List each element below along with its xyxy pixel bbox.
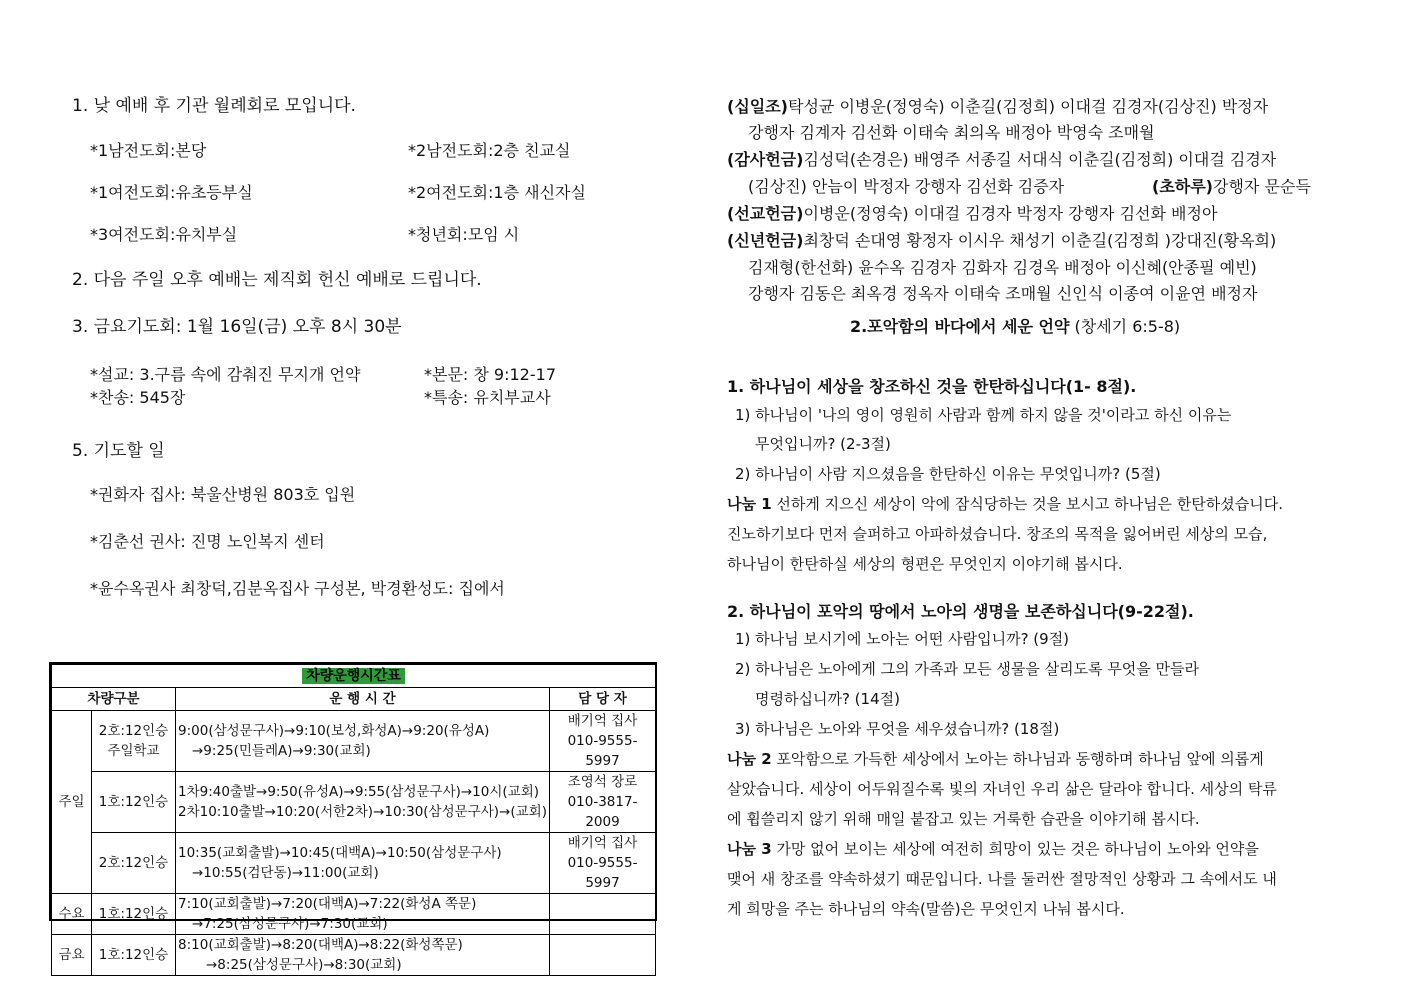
time-cell: 9:00(삼성문구사)→9:10(보성,화성A)→9:20(유성A) →9:25(민들레A)→9:30(교회) bbox=[176, 711, 550, 772]
vehicle-cell: 2호:12인승 주일학교 bbox=[92, 711, 176, 772]
share-3-line: 맺어 새 창조를 약속하셨기 때문입니다. 나를 둘러싼 절망적인 상황과 그 속에서도 내 bbox=[727, 870, 1277, 888]
day-friday: 금요 bbox=[52, 935, 92, 976]
table-title: 차량운행시간표 bbox=[52, 665, 656, 688]
offering-line: (김상진) 안늠이 박정자 강행자 김선화 김증자 bbox=[748, 177, 1065, 196]
day-wednesday: 수요 bbox=[52, 894, 92, 935]
question: 2) 하나님은 노아에게 그의 가족과 모든 생물을 살리도록 무엇을 만들라 bbox=[735, 660, 1200, 678]
vehicle-cell: 1호:12인승 bbox=[92, 772, 176, 833]
table-row bbox=[52, 894, 656, 935]
offering-line: (선교헌금)이병운(정영숙) 이대걸 김경자 박정자 강행자 김선화 배정아 bbox=[727, 204, 1218, 223]
manager-cell bbox=[550, 935, 656, 976]
offering-line: 강행자 김계자 김선화 이태숙 최의옥 배정아 박영숙 조매월 bbox=[748, 123, 1155, 142]
notice-item-2: 2. 다음 주일 오후 예배는 제직회 헌신 예배로 드립니다. bbox=[72, 270, 482, 290]
notice-item-1: 1. 낮 예배 후 기관 월례회로 모입니다. bbox=[72, 96, 356, 116]
prayer-item: *김춘선 권사: 진명 노인복지 센터 bbox=[90, 532, 325, 551]
notice-item-5: 5. 기도할 일 bbox=[72, 441, 165, 461]
time-cell: 8:10(교회출발)→8:20(대백A)→8:22(화성쪽문) →8:25(삼성문구사)→8:30(교회) bbox=[176, 935, 550, 976]
manager-cell: 배기억 집사 010-9555-5997 bbox=[550, 711, 656, 772]
offering-line: 김재형(한선화) 윤수옥 김경자 김화자 김경옥 배정아 이신혜(안종필 예빈) bbox=[748, 258, 1257, 277]
place-youth: *청년회:모임 시 bbox=[408, 225, 520, 244]
friday-special: *특송: 유치부교사 bbox=[424, 388, 551, 407]
table-row bbox=[52, 935, 656, 976]
question: 2) 하나님이 사람 지으셨음을 한탄하신 이유는 무엇입니까? (5절) bbox=[735, 465, 1161, 483]
manager-cell: 조영석 장로 010-3817-2009 bbox=[550, 772, 656, 833]
friday-sermon: *설교: 3.구름 속에 감춰진 무지개 언약 bbox=[90, 365, 361, 384]
question: 무엇입니까? (2-3절) bbox=[755, 435, 891, 453]
notice-item-3: 3. 금요기도회: 1월 16일(금) 오후 8시 30분 bbox=[72, 317, 402, 337]
place-2m: *2남전도회:2층 친교실 bbox=[408, 141, 571, 160]
day-sunday: 주일 bbox=[52, 711, 92, 894]
question: 명령하십니까? (14절) bbox=[755, 690, 900, 708]
manager-cell: 배기억 집사 010-9555-5997 bbox=[550, 833, 656, 894]
table-row bbox=[52, 833, 656, 894]
header-manager: 담 당 자 bbox=[550, 688, 656, 711]
section-1-heading: 1. 하나님이 세상을 창조하신 것을 한탄하십니다(1- 8절). bbox=[727, 377, 1137, 396]
time-cell: 7:10(교회출발)→7:20(대백A)→7:22(화성A 쪽문) →7:25(삼성문구사)→7:30(교회) bbox=[176, 894, 550, 935]
friday-hymn: *찬송: 545장 bbox=[90, 388, 186, 407]
offering-line: (십일조)탁성균 이병운(정영숙) 이춘길(김정희) 이대걸 김경자(김상진) 박정자 bbox=[727, 97, 1269, 116]
header-vehicle: 차량구분 bbox=[52, 688, 176, 711]
friday-text: *본문: 창 9:12-17 bbox=[424, 365, 556, 384]
prayer-item: *권화자 집사: 북울산병원 803호 입원 bbox=[90, 485, 356, 504]
table-row bbox=[52, 772, 656, 833]
share-1: 나눔 1 선하게 지으신 세상이 악에 잠식당하는 것을 보시고 하나님은 한탄하셨습니다. bbox=[727, 495, 1284, 513]
sermon-title-line: 2.포악함의 바다에서 세운 언약 (창세기 6:5-8) bbox=[850, 317, 1181, 336]
bus-schedule-table bbox=[49, 662, 657, 973]
question: 1) 하나님 보시기에 노아는 어떤 사람입니까? (9절) bbox=[735, 630, 1070, 648]
offering-line: (감사헌금)김성덕(손경은) 배영주 서종길 서대식 이춘길(김정희) 이대걸 김경자 bbox=[727, 150, 1277, 169]
place-3w: *3여전도회:유치부실 bbox=[90, 225, 238, 244]
share-3-line: 게 희망을 주는 하나님의 약속(말씀)은 무엇인지 나눠 봅시다. bbox=[727, 900, 1125, 918]
vehicle-cell: 1호:12인승 bbox=[92, 935, 176, 976]
vehicle-cell: 2호:12인승 bbox=[92, 833, 176, 894]
share-3: 나눔 3 가망 없어 보이는 세상에 여전히 희망이 있는 것은 하나님이 노아와 언약을 bbox=[727, 840, 1259, 858]
question: 3) 하나님은 노아와 무엇을 세우셨습니까? (18절) bbox=[735, 720, 1060, 738]
table-row bbox=[52, 711, 656, 772]
header-time: 운 행 시 간 bbox=[176, 688, 550, 711]
offering-choharu: (초하루)강행자 문순득 bbox=[1152, 177, 1311, 196]
offering-line: (신년헌금)최창덕 손대영 황정자 이시우 채성기 이춘길(김정희 )강대진(황옥희) bbox=[727, 231, 1277, 250]
question: 1) 하나님이 '나의 영이 영원히 사람과 함께 하지 않을 것'이라고 하신 이유는 bbox=[735, 406, 1232, 424]
section-2-heading: 2. 하나님이 포악의 땅에서 노아의 생명을 보존하십니다(9-22절). bbox=[727, 602, 1194, 621]
place-1m: *1남전도회:본당 bbox=[90, 141, 207, 160]
prayer-item: *윤수옥권사 최창덕,김분옥집사 구성본, 박경환성도: 집에서 bbox=[90, 579, 505, 598]
share-2-line: 살았습니다. 세상이 어두워질수록 빛의 자녀인 우리 삶은 달라야 합니다. 세상의 탁류 bbox=[727, 780, 1277, 798]
time-cell: 10:35(교회출발)→10:45(대백A)→10:50(삼성문구사) →10:55(검단동)→11:00(교회) bbox=[176, 833, 550, 894]
share-1-line: 하나님이 한탄하실 세상의 형편은 무엇인지 이야기해 봅시다. bbox=[727, 555, 1123, 573]
vehicle-cell: 1호:12인승 bbox=[92, 894, 176, 935]
share-1-line: 진노하기보다 먼저 슬퍼하고 아파하셨습니다. 창조의 목적을 잃어버린 세상의 모습, bbox=[727, 525, 1268, 543]
share-2-line: 에 휩쓸리지 않기 위해 매일 붙잡고 있는 거룩한 습관을 이야기해 봅시다. bbox=[727, 810, 1200, 828]
share-2: 나눔 2 포악함으로 가득한 세상에서 노아는 하나님과 동행하며 하나님 앞에 의롭게 bbox=[727, 750, 1264, 768]
place-1w: *1여전도회:유초등부실 bbox=[90, 183, 253, 202]
manager-cell bbox=[550, 894, 656, 935]
offering-line: 강행자 김동은 최옥경 정옥자 이태숙 조매월 신인식 이종여 이윤연 배정자 bbox=[748, 284, 1258, 303]
time-cell: 1차9:40출발→9:50(유성A)→9:55(삼성문구사)→10시(교회) 2차10:10출발→10:20(서한2차)→10:30(삼성문구사)→(교회) bbox=[176, 772, 550, 833]
place-2w: *2여전도회:1층 새신자실 bbox=[408, 183, 586, 202]
